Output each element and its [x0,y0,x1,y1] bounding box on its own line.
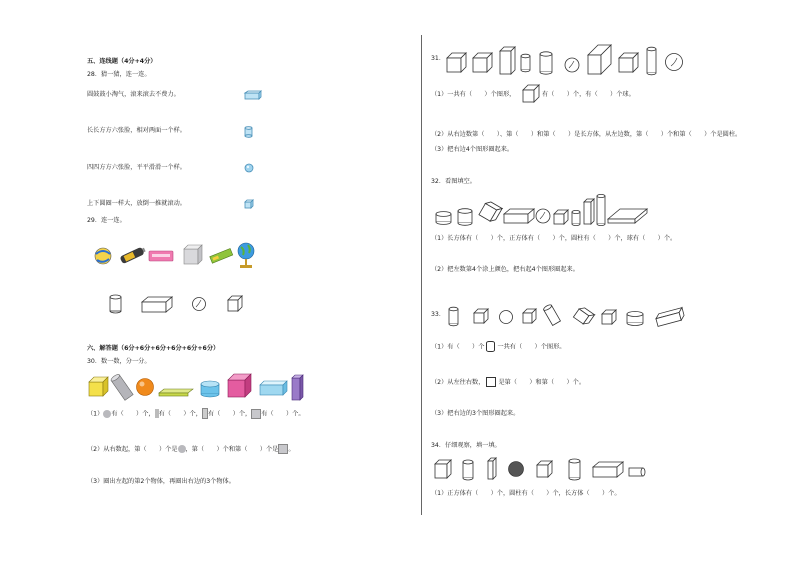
cuboid-outline-icon [140,296,174,314]
section-6-title: 六、解答题（6分+6分+6分+6分+6分+6分） [87,345,220,352]
q33-part2: （2）从左往右数， 是第（ ）和第（ ）个。 [431,379,586,386]
q34-part1: （1）正方体有（ ）个，圆柱有（ ）个，长方体（ ）个。 [431,490,621,497]
q28-riddle-1: 圆鼓鼓小淘气，滚来滚去不费力。 [87,91,180,98]
section-5-title: 五、连线题（4分+4分） [87,58,157,65]
q31-part3: （3）把右边4个图形圈起来。 [431,146,514,153]
q31-number: 31． [431,55,446,62]
ruler-box-picture-icon [209,246,235,264]
cube-outline-icon [486,377,496,387]
blue-cylinder-icon [201,381,219,397]
orange-ball-icon [137,379,154,396]
sphere-icon [244,163,254,173]
cube-outline-icon [521,84,541,104]
q33-number: 33． [431,311,446,318]
q31-part1-rest: 有（ ）个，有（ ）个球。 [542,91,635,98]
cube-outline-icon [226,295,244,313]
grey-cylinder-small-icon [155,409,159,418]
globe-picture-icon [236,240,256,270]
q28-title: 28．猜一猜，连一连。 [87,71,151,78]
grey-ball-icon [178,445,186,453]
q31-shapes-row [445,43,690,77]
q31-part2: （2）从右边数第（ ）、第（ ）和第（ ）是长方体，从左边数，第（ ）个和第（ ）个是圆柱。 [431,131,742,138]
q33-part3: （3）把右边的3个图形圈起来。 [431,410,520,417]
q32-title: 32．看图填空。 [431,178,476,185]
green-bar-icon [159,389,193,396]
q28-riddle-3: 四四方方六张脸，平平滑滑一个样。 [87,164,186,171]
q31-part1: （1）一共有（ ）个图形， [431,91,516,98]
box-picture-icon [182,244,204,266]
cylinder-icon [244,126,254,138]
yellow-cube-icon [89,377,108,396]
pencil-case-picture-icon [148,248,176,264]
pink-cube-icon [228,374,251,397]
q32-shapes-row [434,192,654,228]
column-divider [421,35,422,515]
purple-cuboid-icon [292,375,303,400]
q30-part3: （3）圈出左起的第2个物体，再圈出右边的3个物体。 [87,478,235,485]
grey-cube-small-icon [278,444,288,454]
light-blue-cuboid-icon [260,381,287,395]
q33-part1: （1）有（ ）个 一共有（ ）个图形。 [431,341,566,352]
battery-picture-icon [118,245,148,265]
grey-cube-small-icon [251,409,261,419]
grey-ball-icon [103,410,111,418]
ball-picture-icon [93,246,113,266]
q34-shapes-row [433,456,648,482]
grey-cylinder-icon [110,373,133,400]
q34-title: 34．仔细观察，填一填。 [431,442,501,449]
cylinder-outline-icon [486,341,495,352]
q28-riddle-2: 长长方方六张脸，相对两面一个样。 [87,127,186,134]
grey-cuboid-small-icon [202,408,208,419]
cylinder-outline-icon [108,294,124,314]
sphere-outline-icon [191,296,207,312]
cube-icon [244,199,254,209]
cuboid-icon [244,90,262,100]
q30-part2: （2）从右数起，第（ ）个是 ，第（ ）个和第（ ）个是 。 [87,446,295,453]
q28-riddle-4: 上下圆圈一样大，放倒一推就滚动。 [87,200,186,207]
q29-title: 29．连一连。 [87,217,126,224]
dark-sphere-icon [509,462,524,477]
q32-part2: （2）把左数第4个涂上颜色，把右起4个图形圈起来。 [431,266,579,273]
q30-part1: （1） 有（ ）个， 有（ ）个， 有（ ）个， 有（ ）个。 [87,408,305,419]
q33-shapes-row [446,302,690,330]
q30-solids-row [87,372,311,404]
q30-title: 30．数一数，分一分。 [87,358,151,365]
q32-part1: （1）长方体有（ ）个，正方体有（ ）个，圆柱有（ ）个，球有（ ）个。 [431,235,677,242]
